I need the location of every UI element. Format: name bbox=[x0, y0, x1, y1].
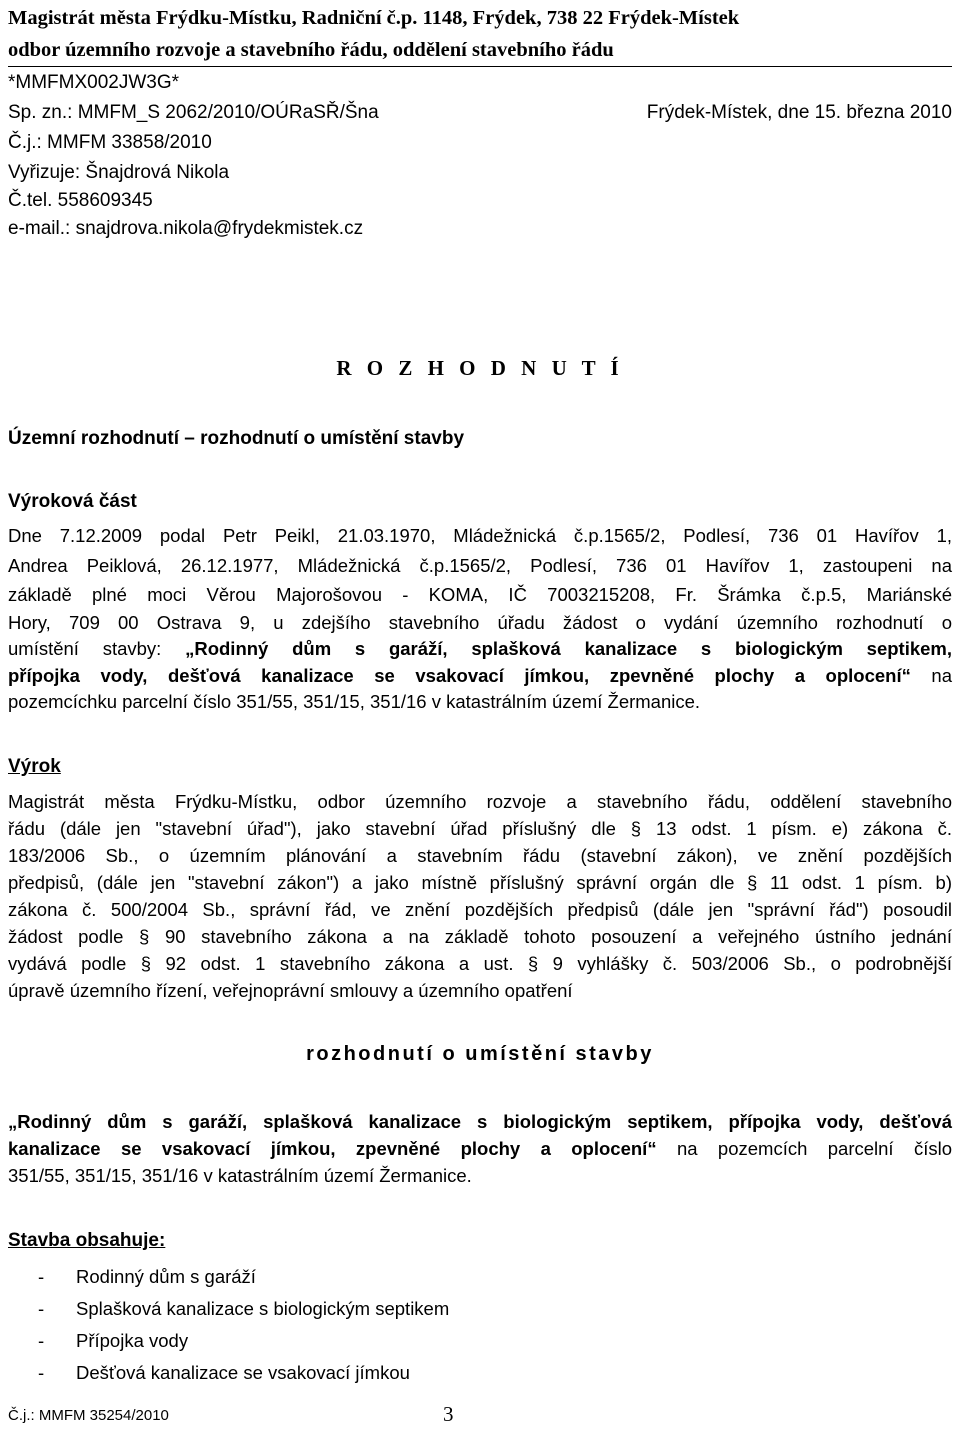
verdict-line: Magistrát města Frýdku-Místku, odbor územního rozvoje a stavebního řádu, oddělení stavebního bbox=[8, 791, 952, 812]
list-dash: - bbox=[38, 1266, 45, 1287]
handled-by: Vyřizuje: Šnajdrová Nikola bbox=[8, 162, 230, 183]
section-heading-building-contents: Stavba obsahuje: bbox=[8, 1230, 166, 1251]
list-item-text: Přípojka vody bbox=[76, 1330, 189, 1351]
section-heading-operative-part: Výroková část bbox=[8, 491, 137, 512]
intro-text: na bbox=[910, 665, 952, 686]
project-name-bold: „Rodinný dům s garáží, splašková kanalizace s biologickým septikem, bbox=[185, 638, 952, 659]
decision-line bbox=[8, 1135, 952, 1162]
list-item-text: Dešťová kanalizace se vsakovací jímkou bbox=[76, 1362, 410, 1383]
intro-line: Andrea Peiklová, 26.12.1977, Mládežnická č.p.1565/2, Podlesí, 736 01 Havířov 1, zastoupeni na bbox=[8, 555, 952, 576]
footer-reference: Č.j.: MMFM 35254/2010 bbox=[8, 1407, 169, 1424]
page-number: 3 bbox=[443, 1402, 454, 1426]
verdict-line: žádost podle § 90 stavebního zákona a na základě tohoto posouzení a veřejného ústního jednání bbox=[8, 926, 952, 947]
email-address[interactable]: e-mail.: snajdrova.nikola@frydekmistek.cz bbox=[8, 218, 364, 239]
letterhead-line-2: odbor územního rozvoje a stavebního řádu, oddělení stavebního řádu bbox=[8, 39, 614, 61]
decision-text: na pozemcích parcelní číslo bbox=[656, 1138, 952, 1159]
verdict-line: zákona č. 500/2004 Sb., správní řád, ve znění pozdějších předpisů (dále jen "správní řád") posoudil bbox=[8, 899, 952, 920]
document-subtitle: Územní rozhodnutí – rozhodnutí o umístění stavby bbox=[8, 428, 465, 449]
list-item-text: Splašková kanalizace s biologickým septikem bbox=[76, 1298, 450, 1319]
verdict-line: řádu (dále jen "stavební úřad"), jako stavební úřad příslušný dle § 13 odst. 1 písm. e) zákona č. bbox=[8, 818, 952, 839]
verdict-line: předpisů, (dále jen "stavební zákon") a jako místně příslušný správní orgán dle § 11 odst. 1 písm. b) bbox=[8, 872, 952, 893]
intro-line bbox=[8, 662, 952, 689]
intro-line: pozemcíchku parcelní číslo 351/55, 351/15, 351/16 v katastrálním území Žermanice. bbox=[8, 691, 701, 712]
header-rule bbox=[8, 66, 952, 67]
intro-line: základě plné moci Věrou Majorošovou - KOMA, IČ 7003215208, Fr. Šrámka č.p.5, Mariánské bbox=[8, 584, 952, 605]
city-date: Frýdek-Místek, dne 15. března 2010 bbox=[646, 102, 952, 123]
project-name-bold: kanalizace se vsakovací jímkou, zpevněné plochy a oplocení“ bbox=[8, 1138, 657, 1159]
project-name-bold: přípojka vody, dešťová kanalizace se vsakovací jímkou, zpevněné plochy a oplocení“ bbox=[8, 665, 911, 686]
decision-line: „Rodinný dům s garáží, splašková kanalizace s biologickým septikem, přípojka vody, dešťová bbox=[8, 1111, 952, 1132]
letterhead-line-1: Magistrát města Frýdku-Místku, Radniční č.p. 1148, Frýdek, 738 22 Frýdek-Místek bbox=[8, 7, 740, 29]
list-dash: - bbox=[38, 1362, 45, 1383]
decision-line: 351/55, 351/15, 351/16 v katastrálním území Žermanice. bbox=[8, 1165, 472, 1186]
verdict-line: úpravě územního řízení, veřejnoprávní smlouvy a územního opatření bbox=[8, 980, 573, 1001]
list-item-text: Rodinný dům s garáží bbox=[76, 1266, 256, 1287]
list-dash: - bbox=[38, 1298, 45, 1319]
verdict-line: vydává podle § 92 odst. 1 stavebního zákona a ust. § 9 vyhlášky č. 503/2006 Sb., o podrobnější bbox=[8, 953, 952, 974]
verdict-line: 183/2006 Sb., o územním plánování a stavebním řádu (stavební zákon), ve znění pozdějších bbox=[8, 845, 952, 866]
document-title: R O Z H O D N U T Í bbox=[336, 356, 624, 380]
section-heading-verdict: Výrok bbox=[8, 756, 61, 777]
intro-line: Hory, 709 00 Ostrava 9, u zdejšího stavebního úřadu žádost o vydání územního rozhodnutí o bbox=[8, 612, 952, 633]
barcode-text: *MMFMX002JW3G* bbox=[8, 72, 180, 93]
intro-line: Dne 7.12.2009 podal Petr Peikl, 21.03.1970, Mládežnická č.p.1565/2, Podlesí, 736 01 Havířov 1, bbox=[8, 525, 952, 546]
reference-number: Č.j.: MMFM 33858/2010 bbox=[8, 132, 212, 153]
intro-line bbox=[8, 635, 952, 662]
file-reference: Sp. zn.: MMFM_S 2062/2010/OÚRaSŘ/Šna bbox=[8, 102, 379, 123]
telephone: Č.tel. 558609345 bbox=[8, 190, 153, 211]
letterhead bbox=[8, 2, 952, 66]
decision-heading: rozhodnutí o umístění stavby bbox=[306, 1043, 654, 1065]
intro-text: umístění stavby: bbox=[8, 638, 186, 659]
list-dash: - bbox=[38, 1330, 45, 1351]
